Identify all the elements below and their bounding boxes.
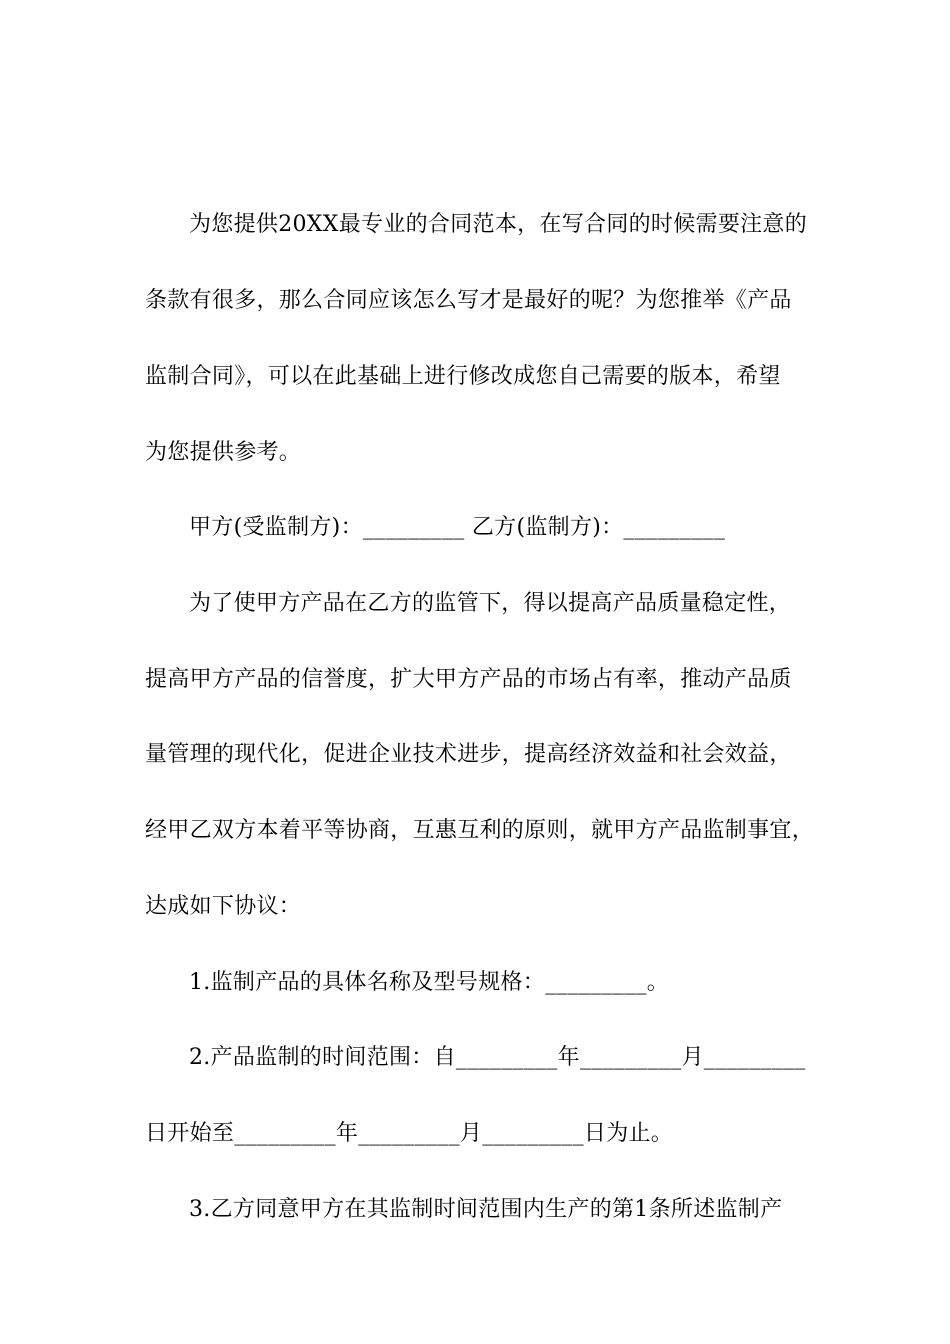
intro-paragraph-line-1: 为您提供20XX最专业的合同范本，在写合同的时候需要注意的 [189, 212, 808, 237]
intro-paragraph-line-2: 条款有很多，那么合同应该怎么写才是最好的呢？为您推举《产品 [145, 288, 792, 313]
purpose-paragraph-line-5: 达成如下协议： [145, 894, 302, 919]
intro-paragraph-line-4: 为您提供参考。 [145, 440, 302, 465]
purpose-paragraph-line-3: 量管理的现代化，促进企业技术进步，提高经济效益和社会效益， [145, 742, 792, 767]
intro-paragraph-line-3: 监制合同》，可以在此基础上进行修改成您自己需要的版本，希望 [145, 364, 781, 389]
parties-line: 甲方(受监制方)：_________ 乙方(监制方)：_________ [189, 515, 726, 540]
clause-3-line-1: 3.乙方同意甲方在其监制时间范围内生产的第1条所述监制产 [189, 1197, 783, 1222]
purpose-paragraph-line-4: 经甲乙双方本着平等协商，互惠互利的原则，就甲方产品监制事宜， [145, 818, 815, 843]
purpose-paragraph-line-1: 为了使甲方产品在乙方的监管下，得以提高产品质量稳定性， [189, 591, 792, 616]
purpose-paragraph-line-2: 提高甲方产品的信誉度，扩大甲方产品的市场占有率，推动产品质 [145, 667, 792, 692]
clause-2-line-1: 2.产品监制的时间范围：自_________年_________月_________ [189, 1045, 806, 1070]
clause-1-line: 1.监制产品的具体名称及型号规格：_________。 [189, 970, 670, 995]
clause-2-line-2: 日开始至_________年_________月_________日为止。 [145, 1121, 674, 1146]
